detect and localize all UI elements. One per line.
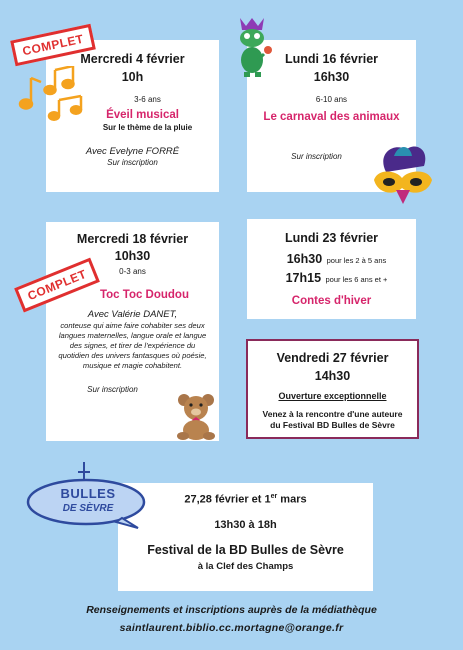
event-date: Lundi 16 février bbox=[284, 52, 379, 66]
event-date: Mercredi 4 février bbox=[80, 52, 185, 66]
festival-card bbox=[118, 483, 373, 591]
event-host: Avec Evelyne FORRÉ bbox=[85, 146, 180, 157]
event-description-2: du Festival BD Bulles de Sèvre bbox=[270, 420, 395, 430]
bulles-de-sevre-logo bbox=[24, 458, 150, 530]
event-title: Éveil musical bbox=[106, 109, 179, 121]
event-date: Vendredi 27 février bbox=[276, 351, 389, 365]
festival-place: à la Clef des Champs bbox=[197, 560, 294, 572]
event-subtitle: Ouverture exceptionnelle bbox=[278, 391, 387, 401]
event-title: Contes d'hiver bbox=[291, 295, 372, 307]
event-note: Sur inscription bbox=[87, 385, 138, 394]
event-date: Lundi 23 février bbox=[284, 231, 379, 245]
event-note: Sur inscription bbox=[291, 152, 342, 161]
logo-text-line1: BULLES bbox=[60, 486, 116, 501]
festival-dates bbox=[118, 493, 373, 506]
event-title: Le carnaval des animaux bbox=[263, 111, 400, 123]
event-card-rencontre-auteure bbox=[246, 339, 419, 439]
footer-email[interactable]: saintlaurent.biblio.cc.mortagne@orange.fr bbox=[119, 622, 344, 634]
festival-time: 13h30 à 18h bbox=[214, 518, 277, 531]
event-time: 17h15 bbox=[285, 271, 322, 285]
event-time-note: pour les 2 à 5 ans bbox=[326, 256, 387, 265]
event-card-contes-hiver bbox=[247, 219, 416, 319]
teddy-bear-icon bbox=[174, 392, 218, 440]
footer-info: Renseignements et inscriptions auprès de la médiathèque bbox=[86, 604, 377, 616]
event-time: 14h30 bbox=[314, 369, 351, 383]
event-time: 10h30 bbox=[114, 249, 151, 263]
carnival-creature-icon bbox=[232, 16, 274, 78]
event-time: 16h30 bbox=[313, 70, 350, 84]
event-time-row-2 bbox=[257, 269, 416, 287]
festival-dates-sup: er bbox=[270, 493, 278, 500]
event-time-note: pour les 6 ans et + bbox=[325, 275, 388, 284]
event-time: 16h30 bbox=[286, 252, 323, 266]
event-age: 6-10 ans bbox=[315, 95, 348, 104]
carnival-mask-icon bbox=[366, 142, 440, 210]
logo-text-line2: DE SÈVRE bbox=[62, 503, 114, 514]
event-age: 3-6 ans bbox=[134, 95, 161, 104]
music-notes-icon bbox=[14, 66, 86, 124]
event-time-row-1 bbox=[257, 250, 416, 268]
event-age: 0-3 ans bbox=[119, 267, 146, 276]
event-description: conteuse qui aime faire cohabiter ses deux langues maternelles, langue orale et langue des signes, et tirer de l'expérience du quotidien des univers fantasques où poésie, musique et magie cohabitent. bbox=[58, 321, 207, 370]
event-description-1: Venez à la rencontre d'une auteure bbox=[262, 409, 403, 419]
event-note: Sur inscription bbox=[107, 158, 158, 167]
event-time: 10h bbox=[121, 70, 144, 84]
festival-title: Festival de la BD Bulles de Sèvre bbox=[147, 542, 344, 557]
festival-dates-end: mars bbox=[277, 493, 307, 506]
festival-dates-start: 27,28 février et 1 bbox=[184, 493, 271, 506]
event-date: Mercredi 18 février bbox=[76, 232, 189, 246]
event-host: Avec Valérie DANET, bbox=[87, 309, 178, 320]
event-subtitle: Sur le thème de la pluie bbox=[102, 123, 193, 132]
event-title: Toc Toc Doudou bbox=[99, 289, 189, 301]
complet-stamp: COMPLET bbox=[14, 258, 100, 313]
complet-stamp: COMPLET bbox=[10, 24, 96, 67]
